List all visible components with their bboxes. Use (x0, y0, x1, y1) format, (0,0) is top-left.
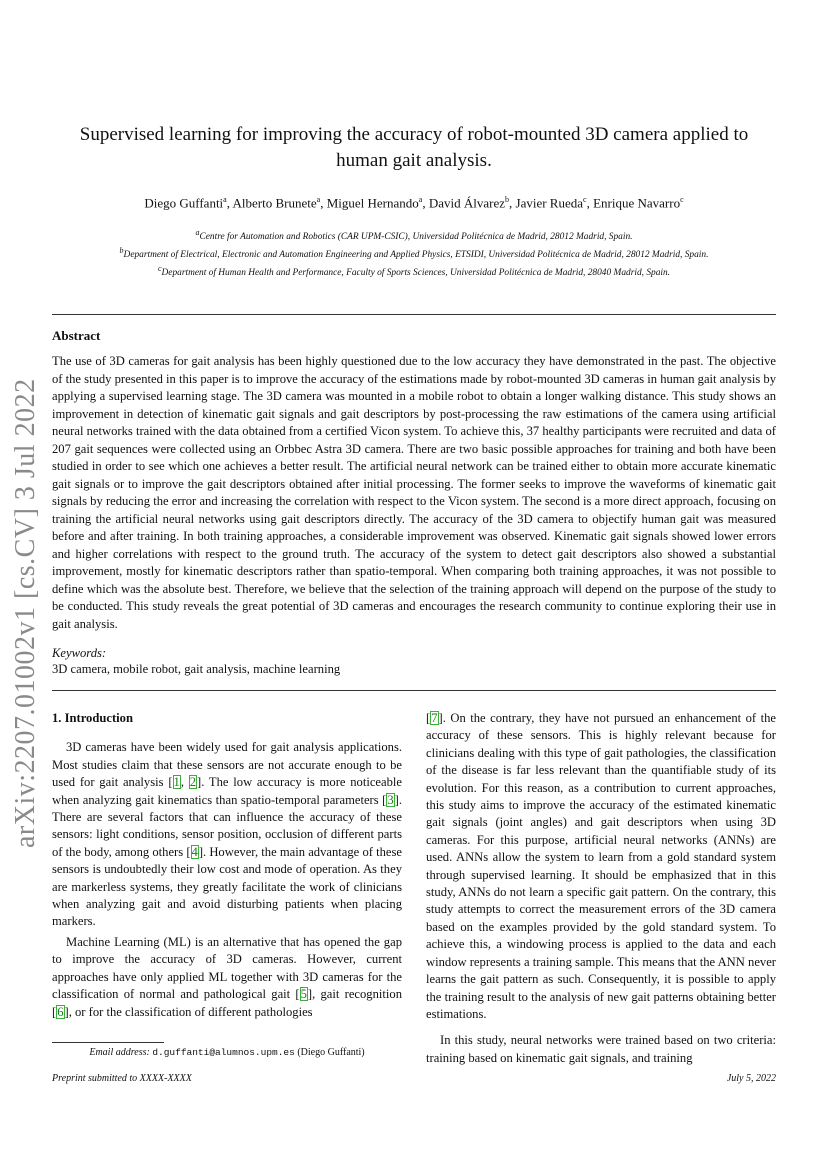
author-affil-mark: c (583, 195, 587, 204)
author-name: Alberto Brunete (232, 195, 317, 211)
left-column (52, 710, 402, 1021)
intro-paragraph-4: In this study, neural networks were trained based on two criteria: training based on kinematic gait signals, and training (426, 1033, 776, 1065)
citation-link[interactable]: 3 (387, 792, 394, 807)
citation-link[interactable]: 7 (431, 711, 438, 725)
intro-paragraph-2: Machine Learning (ML) is an alternative that has opened the gap to improve the accuracy of 3D cameras. However, current approaches have only applied ML together with 3D cameras for the classification of normal and pathological gait [5], gait recognition [6], or for the classification of different pathologies (52, 934, 402, 1019)
affiliation-b: $^b$Department of Electrical, Electronic and Automation Engineering and Applied Physics, ETSIDI, Universidad Politécnica de Madrid, 28012 Madrid, Spain. (119, 246, 709, 261)
author-affil-mark: b (505, 195, 510, 204)
citation-link[interactable]: 5 (300, 987, 307, 1002)
preprint-note: Preprint submitted to XXXX-XXXX (52, 1073, 192, 1084)
keywords-heading: Keywords: (52, 646, 107, 660)
keywords-body: 3D camera, mobile robot, gait analysis, machine learning (52, 662, 341, 676)
abstract-body: The use of 3D cameras for gait analysis has been highly questioned due to the low accuracy they have demonstrated in the past. The objective of the study presented in this paper is to improve the accuracy of the estimations made by robot-mounted 3D cameras in human gait analysis by applying a supervised learning stage. The 3D camera was mounted in a mobile robot to obtain a longer walking distance. This study shows an improvement in detection of kinematic gait signals and gait descriptors by post-processing the raw estimations of the camera using artificial neural networks trained with the data obtained from a certified Vicon system. To achieve this, 37 healthy participants were recruited and data of 207 gait sequences were collected using an Orbbec Astra 3D camera. There are two basic possible approaches for training and both have been studied in order to see which one achieves a better result. The artificial neural network can be trained either to obtain more accurate kinematic gait signals or to improve the gait descriptors obtained after initial processing. The former seeks to improve the waveforms of kinematic gait signals by reducing the error and increasing the correlation with respect to the Vicon system. The second is a more direct approach, focusing on training the artificial neural networks using gait descriptors directly. The accuracy of the 3D camera to objectify human gait was measured before and after training. In both training approaches, a considerable improvement was observed. Kinematic gait signals showed lower errors and higher correlations with respect to the ground truth. The accuracy of the system to detect gait descriptors also showed a substantial improvement, mostly for kinematic descriptors rather than spatio-temporal. When comparing both training approaches, it was not possible to define which was the absolute best. Therefore, we believe that the selection of the training approach will depend on the purpose of the study to be conducted. This study reveals the great potential of 3D cameras and encourages the research community to continue exploring their use in gait analysis. (52, 354, 776, 631)
author-affil-mark: c (680, 195, 684, 204)
paper-title: Supervised learning for improving the accuracy of robot-mounted 3D camera applied to human gait analysis. (79, 124, 749, 171)
author-affil-mark: a (223, 195, 227, 204)
arxiv-identifier: arXiv:2207.01002v1 [cs.CV] 3 Jul 2022 (10, 378, 41, 848)
preprint-date: July 5, 2022 (726, 1073, 776, 1084)
footnote-email: Email address: d.guffanti@alumnos.upm.es (Diego Guffanti) (89, 1047, 365, 1058)
author-name: Javier Rueda (515, 195, 584, 211)
section-heading-introduction: 1. Introduction (52, 711, 133, 725)
author-affil-mark: a (418, 195, 423, 204)
citation-link[interactable]: 1 (173, 775, 180, 790)
affiliation-c: $^c$Department of Human Health and Performance, Faculty of Sports Sciences, Universidad Politécnica de Madrid, 28040 Madrid, Spain. (157, 264, 671, 279)
author-name: Diego Guffanti (144, 195, 224, 211)
author-list: Diego Guffanti$^a$, Alberto Brunete$^a$, Miguel Hernando$^a$, David Álvarez$^b$, Javier Rueda$^c$, Enrique Navarro$^c$ (144, 195, 684, 211)
footnote-rule (52, 1042, 164, 1043)
citation-link[interactable]: 4 (191, 844, 198, 859)
abstract-top-rule (52, 314, 776, 315)
author-affil-mark: a (316, 195, 321, 204)
author-name: David Álvarez (428, 195, 506, 211)
abstract-heading: Abstract (52, 328, 101, 343)
intro-paragraph-3: [7]. On the contrary, they have not pursued an enhancement of the accuracy of these sensors. This is highly relevant because for clinicians dealing with this type of gait pathologies, the classification of the disease is far less relevant than the quantifiable study of its evolution. For this reason, as a contribution to current approaches, this study aims to improve the accuracy of the estimated kinematic gait signals (joint angles) and gait descriptors when using 3D cameras. For this purpose, artificial neural networks (ANNs) are used. ANNs allow the system to learn from a gold standard system through supervised learning. It should be emphasized that in this study, ANNs do not learn a specific gait pattern. On the contrary, this study attempts to correct the measurement errors of the 3D camera based on the examples provided by the gold standard system. To achieve this, a windowing process is applied to the data and each window represents a training sample. This means that the ANN never learns the gait pattern as such. Consequently, it is possible to apply the training result to the analysis of new gait patterns obtaining better estimations. (426, 711, 776, 1021)
abstract-bottom-rule (52, 690, 776, 691)
citation-link[interactable]: 6 (57, 1004, 64, 1019)
citation-link[interactable]: 2 (189, 775, 197, 790)
affiliation-a: $^a$Centre for Automation and Robotics (CAR UPM-CSIC), Universidad Politécnica de Madrid, 28012 Madrid, Spain. (195, 228, 633, 243)
intro-paragraph-1: 3D cameras have been widely used for gait analysis applications. Most studies claim that these sensors are not accurate enough to be used for gait analysis [1, 2]. The low accuracy is more noticeable when analyzing gait kinematics than spatio-temporal parameters [3]. There are several factors that can influence the accuracy of these sensors: light conditions, sensor position, occlusion of different parts of the body, among others [4]. However, the main advantage of these sensors is undoubtedly their low cost and mode of operation. As they are markerless systems, they greatly facilitate the work of clinicians when analyzing gait and avoid disturbing patients when placing markers. (52, 740, 402, 929)
author-name: Enrique Navarro (593, 195, 681, 211)
affiliations (52, 226, 776, 280)
right-column (426, 710, 776, 1067)
author-name: Miguel Hernando (326, 195, 419, 211)
email-link[interactable]: d.guffanti@alumnos.upm.es (152, 1047, 295, 1058)
